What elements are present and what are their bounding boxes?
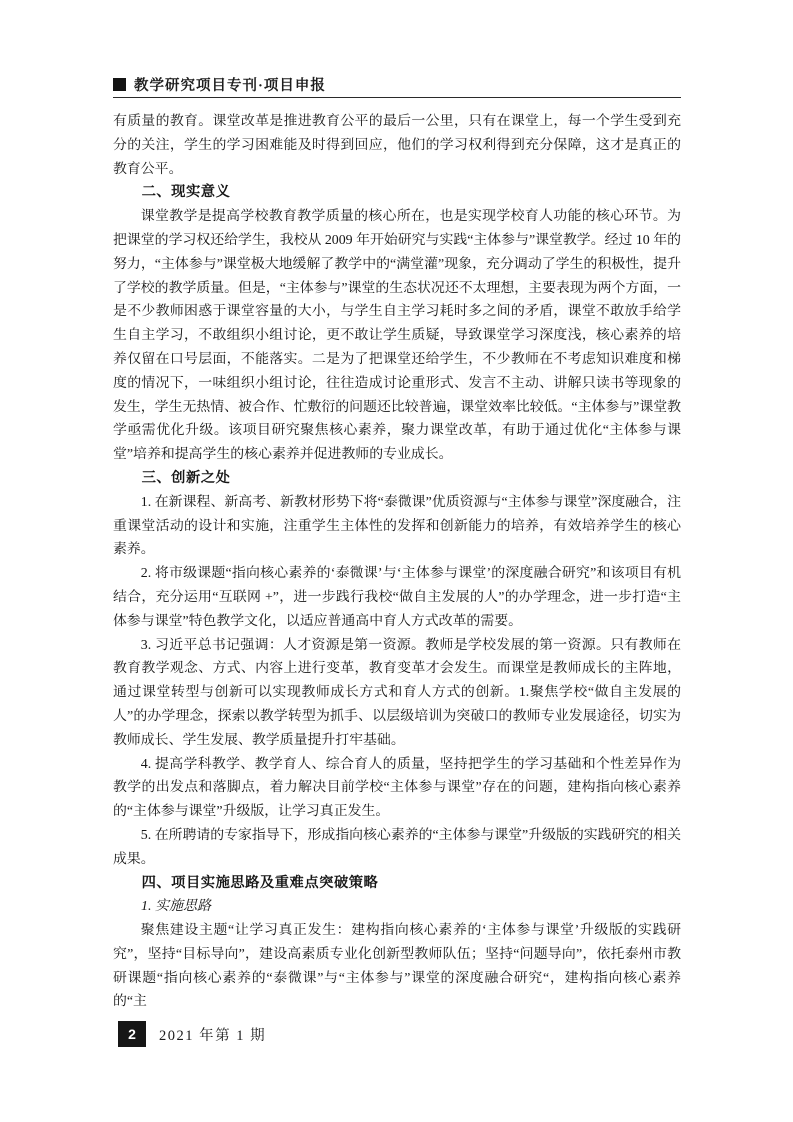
header-rule-divider — [113, 97, 681, 98]
issue-label: 2021 年第 1 期 — [159, 1027, 267, 1044]
page-footer — [118, 1021, 266, 1047]
section-marker-icon — [113, 78, 126, 91]
running-head — [113, 74, 326, 95]
section-heading: 四、项目实施思路及重难点突破策略 — [141, 874, 379, 891]
page-number-badge: 2 — [118, 1021, 146, 1047]
paragraph: 1. 在新课程、新高考、新教材形势下将“泰微课”优质资源与“主体参与课堂”深度融合，注重课堂活动的设计和实施，注重学生主体性的发挥和创新能力的培养，有效培养学生的核心素养。 — [113, 494, 681, 558]
paragraph: 聚焦建设主题“让学习真正发生：建构指向核心素养的‘主体参与课堂’升级版的实践研究”，坚持“目标导向”，建设高素质专业化创新型教师队伍；坚持“问题导向”，依托泰州市教研课题“指向核心素养的“泰微课”与“主体参与”课堂的深度融合研究“，建构指向核心素养的“主 — [113, 923, 681, 1010]
paragraph: 4. 提高学科教学、教学育人、综合育人的质量，坚持把学生的学习基础和个性差异作为教学的出发点和落脚点，着力解决目前学校“主体参与课堂”存在的问题，建构指向核心素养的“主体参与课堂”升级版，让学习真正发生。 — [113, 756, 681, 820]
paragraph: 2. 将市级课题“指向核心素养的‘泰微课’与‘主体参与课堂’的深度融合研究”和该项目有机结合，充分运用“互联网 +”，进一步践行我校“做自主发展的人”的办学理念，进一步打造“主体参与课堂”特色教学文化，以适应普通高中育人方式改革的需要。 — [113, 566, 681, 629]
paragraph: 3. 习近平总书记强调：人才资源是第一资源。教师是学校发展的第一资源。只有教师在教育教学观念、方式、内容上进行变革，教育变革才会发生。而课堂是教师成长的主阵地，通过课堂转型与创新可以实现教师成长方式和育人方式的创新。1.聚焦学校“做自主发展的人”的办学理念，探索以教学转型为抓手、以层级培训为突破口的教师专业发展途径，切实为教师成长、学生发展、教学质量提升打牢基础。 — [113, 637, 681, 748]
section-heading: 三、创新之处 — [141, 469, 231, 486]
paragraph: 课堂教学是提高学校教育教学质量的核心所在，也是实现学校育人功能的核心环节。为把课堂的学习权还给学生，我校从 2009 年开始研究与实践“主体参与”课堂教学。经过 10 年的努力，“主体参与”课堂极大地缓解了教学中的“满堂灌”现象，充分调动了学生的积极性，提升了学校的教学质量。但是，“主体参与”课堂的生态状况还不太理想，主要表现为两个方面，一是不少教师困惑于课堂容量的大小，与学生自主学习耗时多之间的矛盾，课堂不敢放手给学生自主学习，不敢组织小组讨论，更不敢让学生质疑，导致课堂学习深度浅，核心素养的培养仅留在口号层面，不能落实。二是为了把课堂还给学生，不少教师在不考虑知识难度和梯度的情况下，一味组织小组讨论，往往造成讨论重形式、发言不主动、讲解只读书等现象的发生，学生无热情、被合作、忙敷衍的问题还比较普遍，课堂效率比较低。“主体参与”课堂教学亟需优化升级。该项目研究聚焦核心素养，聚力课堂改革，有助于通过优化“主体参与课堂”培养和提高学生的核心素养并促进教师的专业成长。 — [113, 209, 681, 463]
document-body — [113, 110, 681, 1014]
paragraph: 5. 在所聘请的专家指导下，形成指向核心素养的“主体参与课堂”升级版的实践研究的相关成果。 — [113, 827, 681, 867]
section-heading: 二、现实意义 — [141, 184, 231, 201]
paragraph-continuation: 有质量的教育。课堂改革是推进教育公平的最后一公里，只有在课堂上，每一个学生受到充分的关注，学生的学习困难能及时得到回应，他们的学习权利得到充分保障，这才是真正的教育公平。 — [113, 114, 681, 177]
sub-heading: 1. 实施思路 — [141, 899, 211, 915]
running-head-title: 教学研究项目专刊·项目申报 — [134, 78, 326, 94]
